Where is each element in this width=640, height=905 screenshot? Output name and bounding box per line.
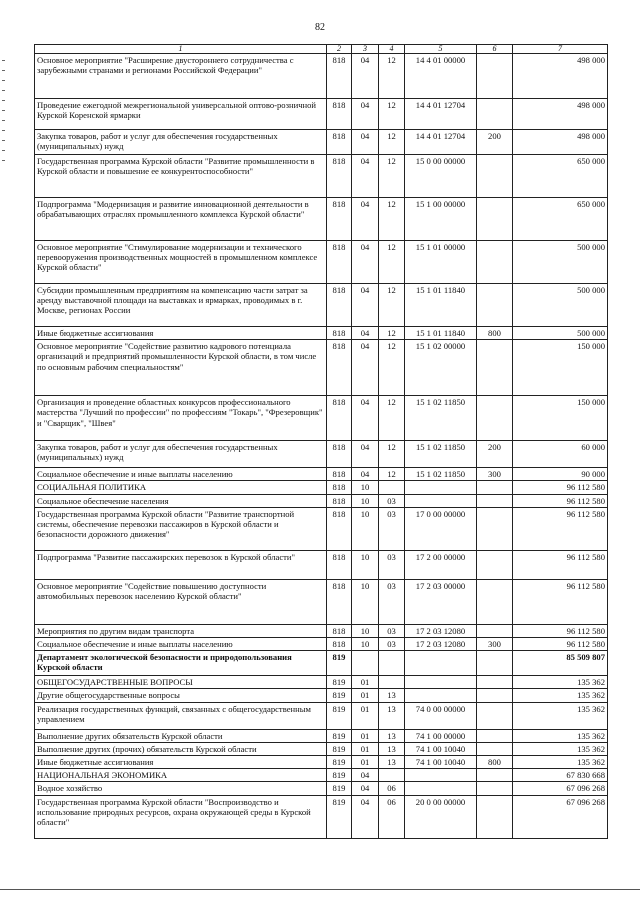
table-row xyxy=(35,198,608,241)
row-ved-code: 818 xyxy=(327,340,352,396)
row-amount: 67 830 668 xyxy=(513,769,608,782)
row-subsection-code: 13 xyxy=(379,756,405,769)
row-target-article: 15 1 00 00000 xyxy=(405,198,477,241)
table-row xyxy=(35,651,608,676)
row-target-article xyxy=(405,676,477,689)
row-section-code: 10 xyxy=(352,550,379,579)
row-target-article: 15 1 02 11850 xyxy=(405,441,477,468)
row-amount: 498 000 xyxy=(513,130,608,155)
row-section-code: 10 xyxy=(352,638,379,651)
row-ved-code: 819 xyxy=(327,795,352,838)
row-subsection-code: 03 xyxy=(379,507,405,550)
column-header: 4 xyxy=(379,45,405,54)
table-body xyxy=(35,54,608,839)
row-ved-code: 818 xyxy=(327,198,352,241)
row-amount: 150 000 xyxy=(513,340,608,396)
row-subsection-code: 12 xyxy=(379,284,405,327)
table-row xyxy=(35,769,608,782)
table-row xyxy=(35,579,608,624)
row-expense-type xyxy=(477,689,513,702)
row-subsection-code: 06 xyxy=(379,795,405,838)
row-ved-code: 818 xyxy=(327,638,352,651)
row-target-article: 15 1 01 00000 xyxy=(405,241,477,284)
row-ved-code: 819 xyxy=(327,769,352,782)
row-amount: 96 112 580 xyxy=(513,481,608,494)
row-subsection-code: 12 xyxy=(379,241,405,284)
row-expense-type xyxy=(477,481,513,494)
row-expense-type xyxy=(477,795,513,838)
row-section-code: 04 xyxy=(352,441,379,468)
row-expense-type: 800 xyxy=(477,756,513,769)
row-section-code: 04 xyxy=(352,54,379,99)
row-ved-code: 818 xyxy=(327,396,352,441)
row-section-code: 04 xyxy=(352,340,379,396)
row-name: Закупка товаров, работ и услуг для обеспечения государственных (муниципальных) нужд xyxy=(35,441,327,468)
row-target-article: 17 2 00 00000 xyxy=(405,550,477,579)
row-subsection-code: 03 xyxy=(379,579,405,624)
row-target-article xyxy=(405,651,477,676)
row-subsection-code xyxy=(379,481,405,494)
row-expense-type xyxy=(477,782,513,795)
row-section-code: 01 xyxy=(352,702,379,729)
row-subsection-code: 12 xyxy=(379,396,405,441)
column-header: 3 xyxy=(352,45,379,54)
row-subsection-code: 12 xyxy=(379,155,405,198)
row-amount: 500 000 xyxy=(513,284,608,327)
page-number: 82 xyxy=(315,22,325,33)
column-header: 5 xyxy=(405,45,477,54)
row-name: Социальное обеспечение и иные выплаты населению xyxy=(35,468,327,481)
row-target-article xyxy=(405,494,477,507)
row-expense-type xyxy=(477,676,513,689)
table-row xyxy=(35,468,608,481)
row-subsection-code: 12 xyxy=(379,198,405,241)
row-ved-code: 819 xyxy=(327,756,352,769)
table-row xyxy=(35,702,608,729)
column-header: 2 xyxy=(327,45,352,54)
row-amount: 96 112 580 xyxy=(513,624,608,637)
table-row xyxy=(35,99,608,130)
row-expense-type xyxy=(477,284,513,327)
row-amount: 135 362 xyxy=(513,756,608,769)
row-subsection-code: 12 xyxy=(379,340,405,396)
row-target-article: 17 2 03 12080 xyxy=(405,624,477,637)
row-ved-code: 818 xyxy=(327,579,352,624)
row-amount: 85 509 807 xyxy=(513,651,608,676)
table-row xyxy=(35,284,608,327)
scan-bottom-rule xyxy=(0,889,640,890)
row-subsection-code: 13 xyxy=(379,702,405,729)
row-expense-type xyxy=(477,742,513,755)
row-amount: 650 000 xyxy=(513,155,608,198)
row-target-article: 17 2 03 00000 xyxy=(405,579,477,624)
row-section-code: 10 xyxy=(352,624,379,637)
row-name: Социальное обеспечение населения xyxy=(35,494,327,507)
row-expense-type xyxy=(477,54,513,99)
row-subsection-code: 12 xyxy=(379,54,405,99)
row-name: НАЦИОНАЛЬНАЯ ЭКОНОМИКА xyxy=(35,769,327,782)
row-ved-code: 818 xyxy=(327,241,352,284)
row-target-article: 74 0 00 00000 xyxy=(405,702,477,729)
row-ved-code: 818 xyxy=(327,130,352,155)
table-row xyxy=(35,742,608,755)
row-section-code xyxy=(352,651,379,676)
row-expense-type xyxy=(477,494,513,507)
table-row xyxy=(35,441,608,468)
row-subsection-code: 03 xyxy=(379,550,405,579)
row-name: Водное хозяйство xyxy=(35,782,327,795)
row-ved-code: 819 xyxy=(327,729,352,742)
row-section-code: 04 xyxy=(352,198,379,241)
row-expense-type xyxy=(477,579,513,624)
row-expense-type: 300 xyxy=(477,638,513,651)
row-amount: 135 362 xyxy=(513,702,608,729)
row-expense-type xyxy=(477,729,513,742)
row-subsection-code: 06 xyxy=(379,782,405,795)
row-amount: 96 112 580 xyxy=(513,550,608,579)
row-expense-type xyxy=(477,99,513,130)
row-target-article: 74 1 00 10040 xyxy=(405,742,477,755)
row-section-code: 01 xyxy=(352,689,379,702)
row-amount: 650 000 xyxy=(513,198,608,241)
row-name: Иные бюджетные ассигнования xyxy=(35,327,327,340)
row-amount: 500 000 xyxy=(513,327,608,340)
row-amount: 67 096 268 xyxy=(513,795,608,838)
row-target-article: 74 1 00 10040 xyxy=(405,756,477,769)
row-expense-type xyxy=(477,396,513,441)
row-amount: 500 000 xyxy=(513,241,608,284)
table-row xyxy=(35,396,608,441)
table-row xyxy=(35,241,608,284)
row-section-code: 10 xyxy=(352,579,379,624)
row-section-code: 10 xyxy=(352,481,379,494)
row-target-article xyxy=(405,769,477,782)
table-row xyxy=(35,795,608,838)
row-target-article: 15 1 01 11840 xyxy=(405,284,477,327)
row-amount: 135 362 xyxy=(513,742,608,755)
row-ved-code: 818 xyxy=(327,327,352,340)
row-name: Основное мероприятие "Расширение двустороннего сотрудничества с зарубежными странами и регионами Российской Федерации" xyxy=(35,54,327,99)
row-section-code: 04 xyxy=(352,782,379,795)
row-name: Реализация государственных функций, связанных с общегосударственным управлением xyxy=(35,702,327,729)
row-subsection-code: 13 xyxy=(379,729,405,742)
row-ved-code: 819 xyxy=(327,651,352,676)
table-row xyxy=(35,494,608,507)
row-section-code: 01 xyxy=(352,729,379,742)
row-amount: 67 096 268 xyxy=(513,782,608,795)
row-amount: 135 362 xyxy=(513,689,608,702)
row-target-article: 20 0 00 00000 xyxy=(405,795,477,838)
row-ved-code: 819 xyxy=(327,742,352,755)
row-target-article: 17 0 00 00000 xyxy=(405,507,477,550)
row-amount: 498 000 xyxy=(513,99,608,130)
row-target-article: 14 4 01 12704 xyxy=(405,130,477,155)
row-section-code: 01 xyxy=(352,676,379,689)
row-ved-code: 818 xyxy=(327,54,352,99)
column-header: 7 xyxy=(513,45,608,54)
row-subsection-code: 12 xyxy=(379,327,405,340)
row-subsection-code: 03 xyxy=(379,638,405,651)
row-subsection-code: 03 xyxy=(379,624,405,637)
row-section-code: 04 xyxy=(352,327,379,340)
row-expense-type xyxy=(477,507,513,550)
row-name: Государственная программа Курской области "Развитие транспортной системы, обеспечение перевозки пассажиров в Курской области и безопасности дорожного движения" xyxy=(35,507,327,550)
row-expense-type xyxy=(477,624,513,637)
table-row xyxy=(35,676,608,689)
row-name: Подпрограмма "Развитие пассажирских перевозок в Курской области" xyxy=(35,550,327,579)
row-name: Закупка товаров, работ и услуг для обеспечения государственных (муниципальных) нужд xyxy=(35,130,327,155)
row-target-article: 14 4 01 00000 xyxy=(405,54,477,99)
row-ved-code: 819 xyxy=(327,689,352,702)
row-target-article: 15 0 00 00000 xyxy=(405,155,477,198)
row-subsection-code: 03 xyxy=(379,494,405,507)
row-amount: 135 362 xyxy=(513,676,608,689)
row-target-article: 14 4 01 12704 xyxy=(405,99,477,130)
row-name: Организация и проведение областных конкурсов профессионального мастерства "Лучший по профессии" по профессиям "Токарь", "Фрезеровщик" и "Сварщик", "Швея" xyxy=(35,396,327,441)
row-name: Подпрограмма "Модернизация и развитие инновационной деятельности в обрабатывающих отраслях промышленного комплекса Курской области" xyxy=(35,198,327,241)
row-target-article: 15 1 02 11850 xyxy=(405,396,477,441)
row-name: Другие общегосударственные вопросы xyxy=(35,689,327,702)
row-ved-code: 818 xyxy=(327,284,352,327)
row-expense-type: 300 xyxy=(477,468,513,481)
row-amount: 96 112 580 xyxy=(513,494,608,507)
row-target-article: 15 1 01 11840 xyxy=(405,327,477,340)
table-row xyxy=(35,756,608,769)
table-row xyxy=(35,624,608,637)
row-subsection-code: 13 xyxy=(379,689,405,702)
row-name: Социальное обеспечение и иные выплаты населению xyxy=(35,638,327,651)
row-amount: 96 112 580 xyxy=(513,579,608,624)
table-row xyxy=(35,782,608,795)
row-name: ОБЩЕГОСУДАРСТВЕННЫЕ ВОПРОСЫ xyxy=(35,676,327,689)
row-ved-code: 818 xyxy=(327,507,352,550)
row-expense-type xyxy=(477,241,513,284)
row-subsection-code: 12 xyxy=(379,468,405,481)
row-amount: 96 112 580 xyxy=(513,638,608,651)
table-row xyxy=(35,155,608,198)
table-row xyxy=(35,481,608,494)
row-section-code: 04 xyxy=(352,130,379,155)
row-target-article: 15 1 02 00000 xyxy=(405,340,477,396)
row-amount: 90 000 xyxy=(513,468,608,481)
row-name: Департамент экологической безопасности и природопользования Курской области xyxy=(35,651,327,676)
row-expense-type xyxy=(477,198,513,241)
row-expense-type xyxy=(477,702,513,729)
row-name: Основное мероприятие "Содействие развитию кадрового потенциала организаций и предприятий промышленности Курской области, в том числе по основным рабочим специальностям" xyxy=(35,340,327,396)
row-subsection-code xyxy=(379,769,405,782)
column-header: 6 xyxy=(477,45,513,54)
row-name: Основное мероприятие "Содействие повышению доступности автомобильных перевозок населению Курской области" xyxy=(35,579,327,624)
table-row xyxy=(35,327,608,340)
row-section-code: 04 xyxy=(352,769,379,782)
row-target-article: 74 1 00 00000 xyxy=(405,729,477,742)
row-section-code: 10 xyxy=(352,507,379,550)
row-target-article: 17 2 03 12080 xyxy=(405,638,477,651)
table-row xyxy=(35,729,608,742)
column-number-row xyxy=(35,45,608,54)
row-name: Государственная программа Курской области "Воспроизводство и использование природных ресурсов, охрана окружающей среды в Курской области" xyxy=(35,795,327,838)
row-section-code: 04 xyxy=(352,241,379,284)
row-expense-type xyxy=(477,155,513,198)
row-ved-code: 818 xyxy=(327,155,352,198)
row-subsection-code xyxy=(379,651,405,676)
row-section-code: 04 xyxy=(352,99,379,130)
row-ved-code: 818 xyxy=(327,481,352,494)
row-section-code: 01 xyxy=(352,756,379,769)
row-amount: 96 112 580 xyxy=(513,507,608,550)
row-target-article: 15 1 02 11850 xyxy=(405,468,477,481)
row-expense-type: 800 xyxy=(477,327,513,340)
table-row xyxy=(35,340,608,396)
row-name: Основное мероприятие "Стимулирование модернизации и технического перевооружения производственных мощностей в промышленном комплексе Курской области" xyxy=(35,241,327,284)
table-row xyxy=(35,54,608,99)
row-section-code: 04 xyxy=(352,795,379,838)
budget-table xyxy=(34,44,608,839)
row-ved-code: 819 xyxy=(327,676,352,689)
row-expense-type xyxy=(477,550,513,579)
row-ved-code: 818 xyxy=(327,99,352,130)
row-ved-code: 818 xyxy=(327,550,352,579)
row-name: Иные бюджетные ассигнования xyxy=(35,756,327,769)
row-amount: 498 000 xyxy=(513,54,608,99)
row-target-article xyxy=(405,689,477,702)
row-ved-code: 818 xyxy=(327,494,352,507)
row-section-code: 04 xyxy=(352,396,379,441)
row-target-article xyxy=(405,782,477,795)
row-section-code: 10 xyxy=(352,494,379,507)
row-name: Выполнение других обязательств Курской области xyxy=(35,729,327,742)
row-expense-type xyxy=(477,651,513,676)
row-target-article xyxy=(405,481,477,494)
row-section-code: 04 xyxy=(352,468,379,481)
row-section-code: 04 xyxy=(352,284,379,327)
table-row xyxy=(35,689,608,702)
row-subsection-code: 12 xyxy=(379,99,405,130)
row-amount: 135 362 xyxy=(513,729,608,742)
row-subsection-code: 13 xyxy=(379,742,405,755)
table-row xyxy=(35,130,608,155)
column-header: 1 xyxy=(35,45,327,54)
row-ved-code: 818 xyxy=(327,624,352,637)
row-expense-type: 200 xyxy=(477,441,513,468)
row-section-code: 04 xyxy=(352,155,379,198)
row-subsection-code: 12 xyxy=(379,130,405,155)
row-name: Выполнение других (прочих) обязательств Курской области xyxy=(35,742,327,755)
scan-edge-marks xyxy=(2,60,6,170)
row-section-code: 01 xyxy=(352,742,379,755)
row-name: Мероприятия по другим видам транспорта xyxy=(35,624,327,637)
row-name: Субсидии промышленным предприятиям на компенсацию части затрат за аренду выставочной площади на выставках и ярмарках, проводимых в г. Москве, регионах России xyxy=(35,284,327,327)
row-ved-code: 819 xyxy=(327,702,352,729)
row-subsection-code xyxy=(379,676,405,689)
row-name: Государственная программа Курской области "Развитие промышленности в Курской области и повышение ее конкурентоспособности" xyxy=(35,155,327,198)
row-expense-type xyxy=(477,340,513,396)
table-row xyxy=(35,638,608,651)
row-name: Проведение ежегодной межрегиональной универсальной оптово-розничной Курской Коренской ярмарки xyxy=(35,99,327,130)
row-name: СОЦИАЛЬНАЯ ПОЛИТИКА xyxy=(35,481,327,494)
table-row xyxy=(35,550,608,579)
row-subsection-code: 12 xyxy=(379,441,405,468)
row-ved-code: 818 xyxy=(327,468,352,481)
row-amount: 60 000 xyxy=(513,441,608,468)
row-amount: 150 000 xyxy=(513,396,608,441)
table-row xyxy=(35,507,608,550)
row-expense-type: 200 xyxy=(477,130,513,155)
row-ved-code: 819 xyxy=(327,782,352,795)
row-expense-type xyxy=(477,769,513,782)
row-ved-code: 818 xyxy=(327,441,352,468)
